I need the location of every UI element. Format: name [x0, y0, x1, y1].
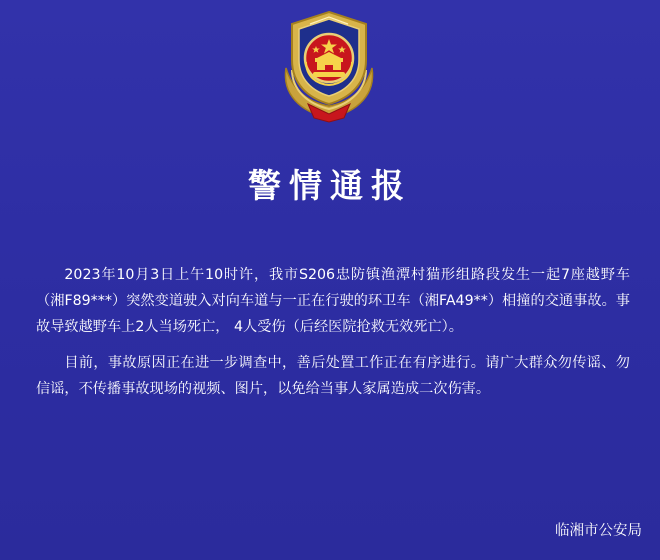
issuer-signature: 临湘市公安局 [555, 523, 642, 539]
notice-body [36, 262, 630, 412]
police-badge-icon [270, 6, 388, 124]
police-badge-graphic [270, 6, 388, 124]
notice-title: 警情通报 [248, 166, 412, 205]
notice-paragraph-2: 目前，事故原因正在进一步调查中，善后处置工作正在有序进行。请广大群众勿传谣、勿信谣，不传播事故现场的视频、图片，以免给当事人家属造成二次伤害。 [36, 355, 630, 397]
notice-paragraph-1: 2023年10月3日上午10时许，我市S206忠防镇渔潭村猫形组路段发生一起7座越野车（湘F89***）突然变道驶入对向车道与一正在行驶的环卫车（湘FA49**）相撞的交通事故。事故导致越野车上2人当场死亡， 4人受伤（后经医院抢救无效死亡）。 [36, 267, 630, 335]
